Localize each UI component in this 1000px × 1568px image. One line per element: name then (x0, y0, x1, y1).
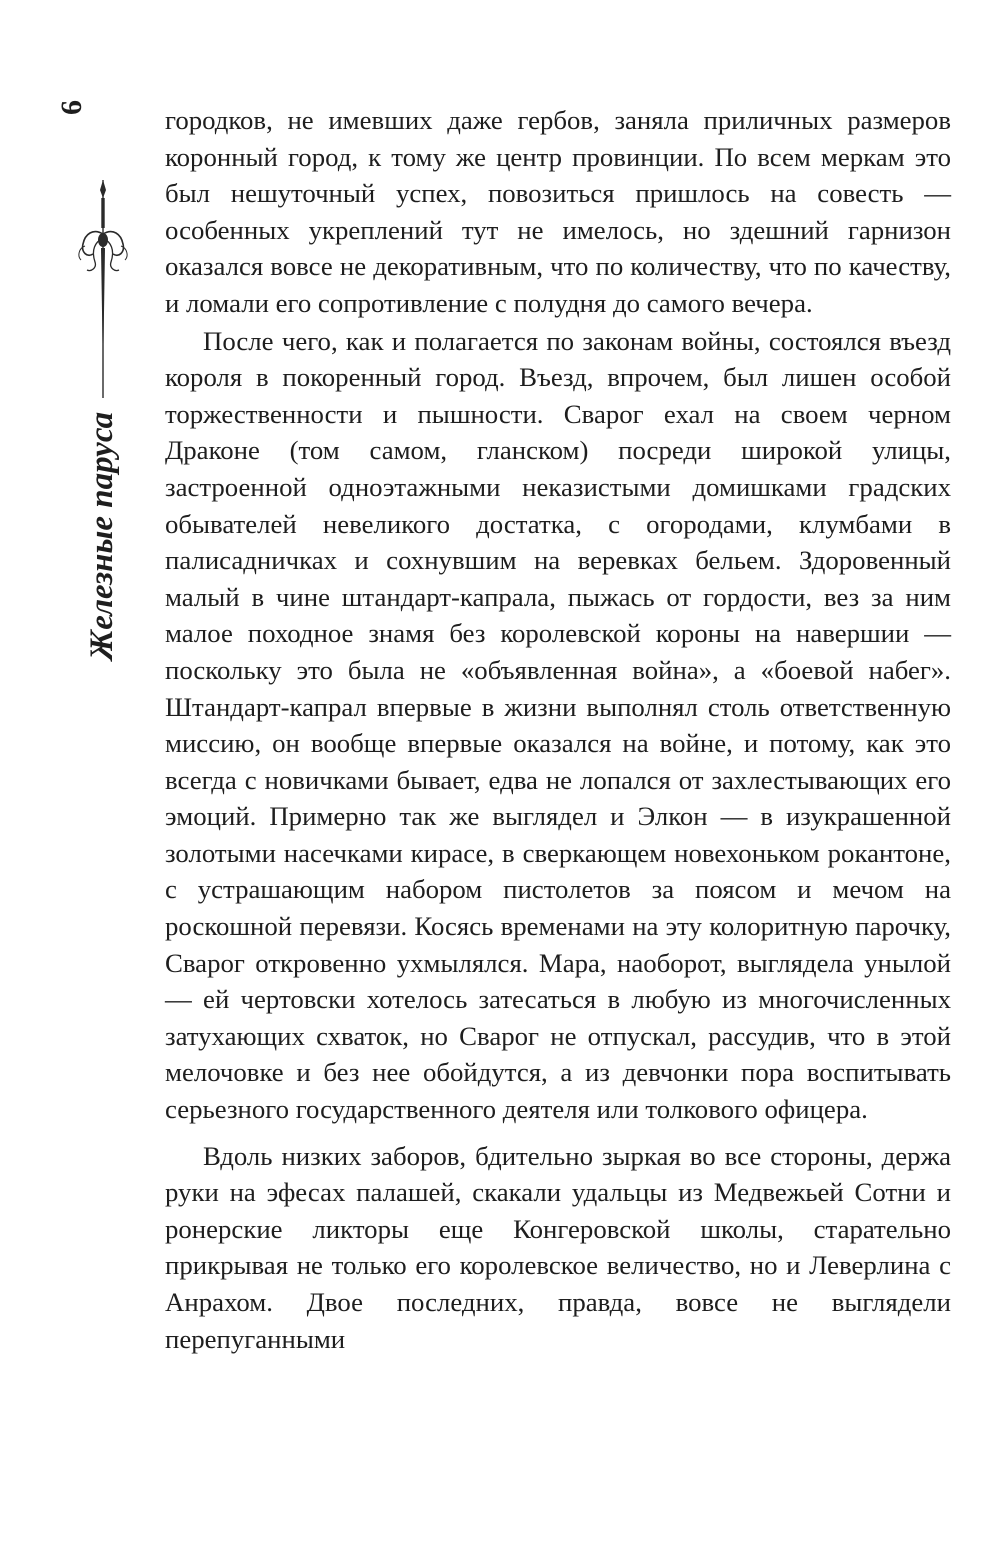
paragraph-2: После чего, как и полагается по законам войны, состоялся въезд короля в покоренный город. Въезд, впрочем, был лишен особой торжественности и пышности. Сварог ехал на своем черном Драконе (том самом, гланском) посреди широкой улицы, застроенной одноэтажными неказистыми домишками градских обывателей невеликого достатка, с огородами, клумбами в палисадничках и сохнувшим на веревках бельем. Здоровенный малый в чине штандарт-капрала, пыжась от гордости, вез за ним малое походное знамя без королевской короны на навершии — поскольку это была не «объявленная война», а «боевой набег». Штандарт-капрал впервые в жизни выполнял столь ответственную миссию, он вообще впервые оказался на войне, и потому, как это всегда с новичками бывает, едва не лопался от захлестывающих его эмоций. Примерно так же выглядел и Элкон — в изукрашенной золотыми насечками кирасе, в сверкающем новехоньком рокантоне, с устрашающим набором пистолетов за поясом и мечом на роскошной перевязи. Косясь временами на эту колоритную парочку, Сварог откровенно ухмылялся. Мара, наоборот, выглядела унылой — ей чертовски хотелось затесаться в любую из многочисленных затухающих схваток, но Сварог не отпускал, рассудив, что в этой мелочовке и без нее обойдутся, а из девчонки пора воспитывать серьезного государственного деятеля или толкового офицера. (165, 325, 951, 1125)
paragraph-3: Вдоль низких заборов, бдительно зыркая во все стороны, держа руки на эфесах палашей, скакали удальцы из Медвежьей Сотни и ронерские ликторы еще Конгеровской школы, старательно прикрывая не только его королевское величество, но и Леверлина с Анрахом. Двое последних, правда, вовсе не выглядели перепуганными (165, 1140, 951, 1354)
sword-ornament-icon (73, 176, 133, 401)
main-text (165, 102, 951, 1357)
page-number: 6 (55, 100, 88, 115)
side-rail (55, 100, 150, 660)
running-title: Железные паруса (84, 411, 120, 660)
paragraph-1: городков, не имевших даже гербов, заняла приличных размеров коронный город, к тому же центр провинции. По всем меркам это был нешуточный успех, повозиться пришлось на совесть — особенных укреплений тут не имелось, но здешний гарнизон оказался вовсе не декоративным, что по количеству, что по качеству, и ломали его сопротивление с полудня до самого вечера. (165, 105, 951, 318)
